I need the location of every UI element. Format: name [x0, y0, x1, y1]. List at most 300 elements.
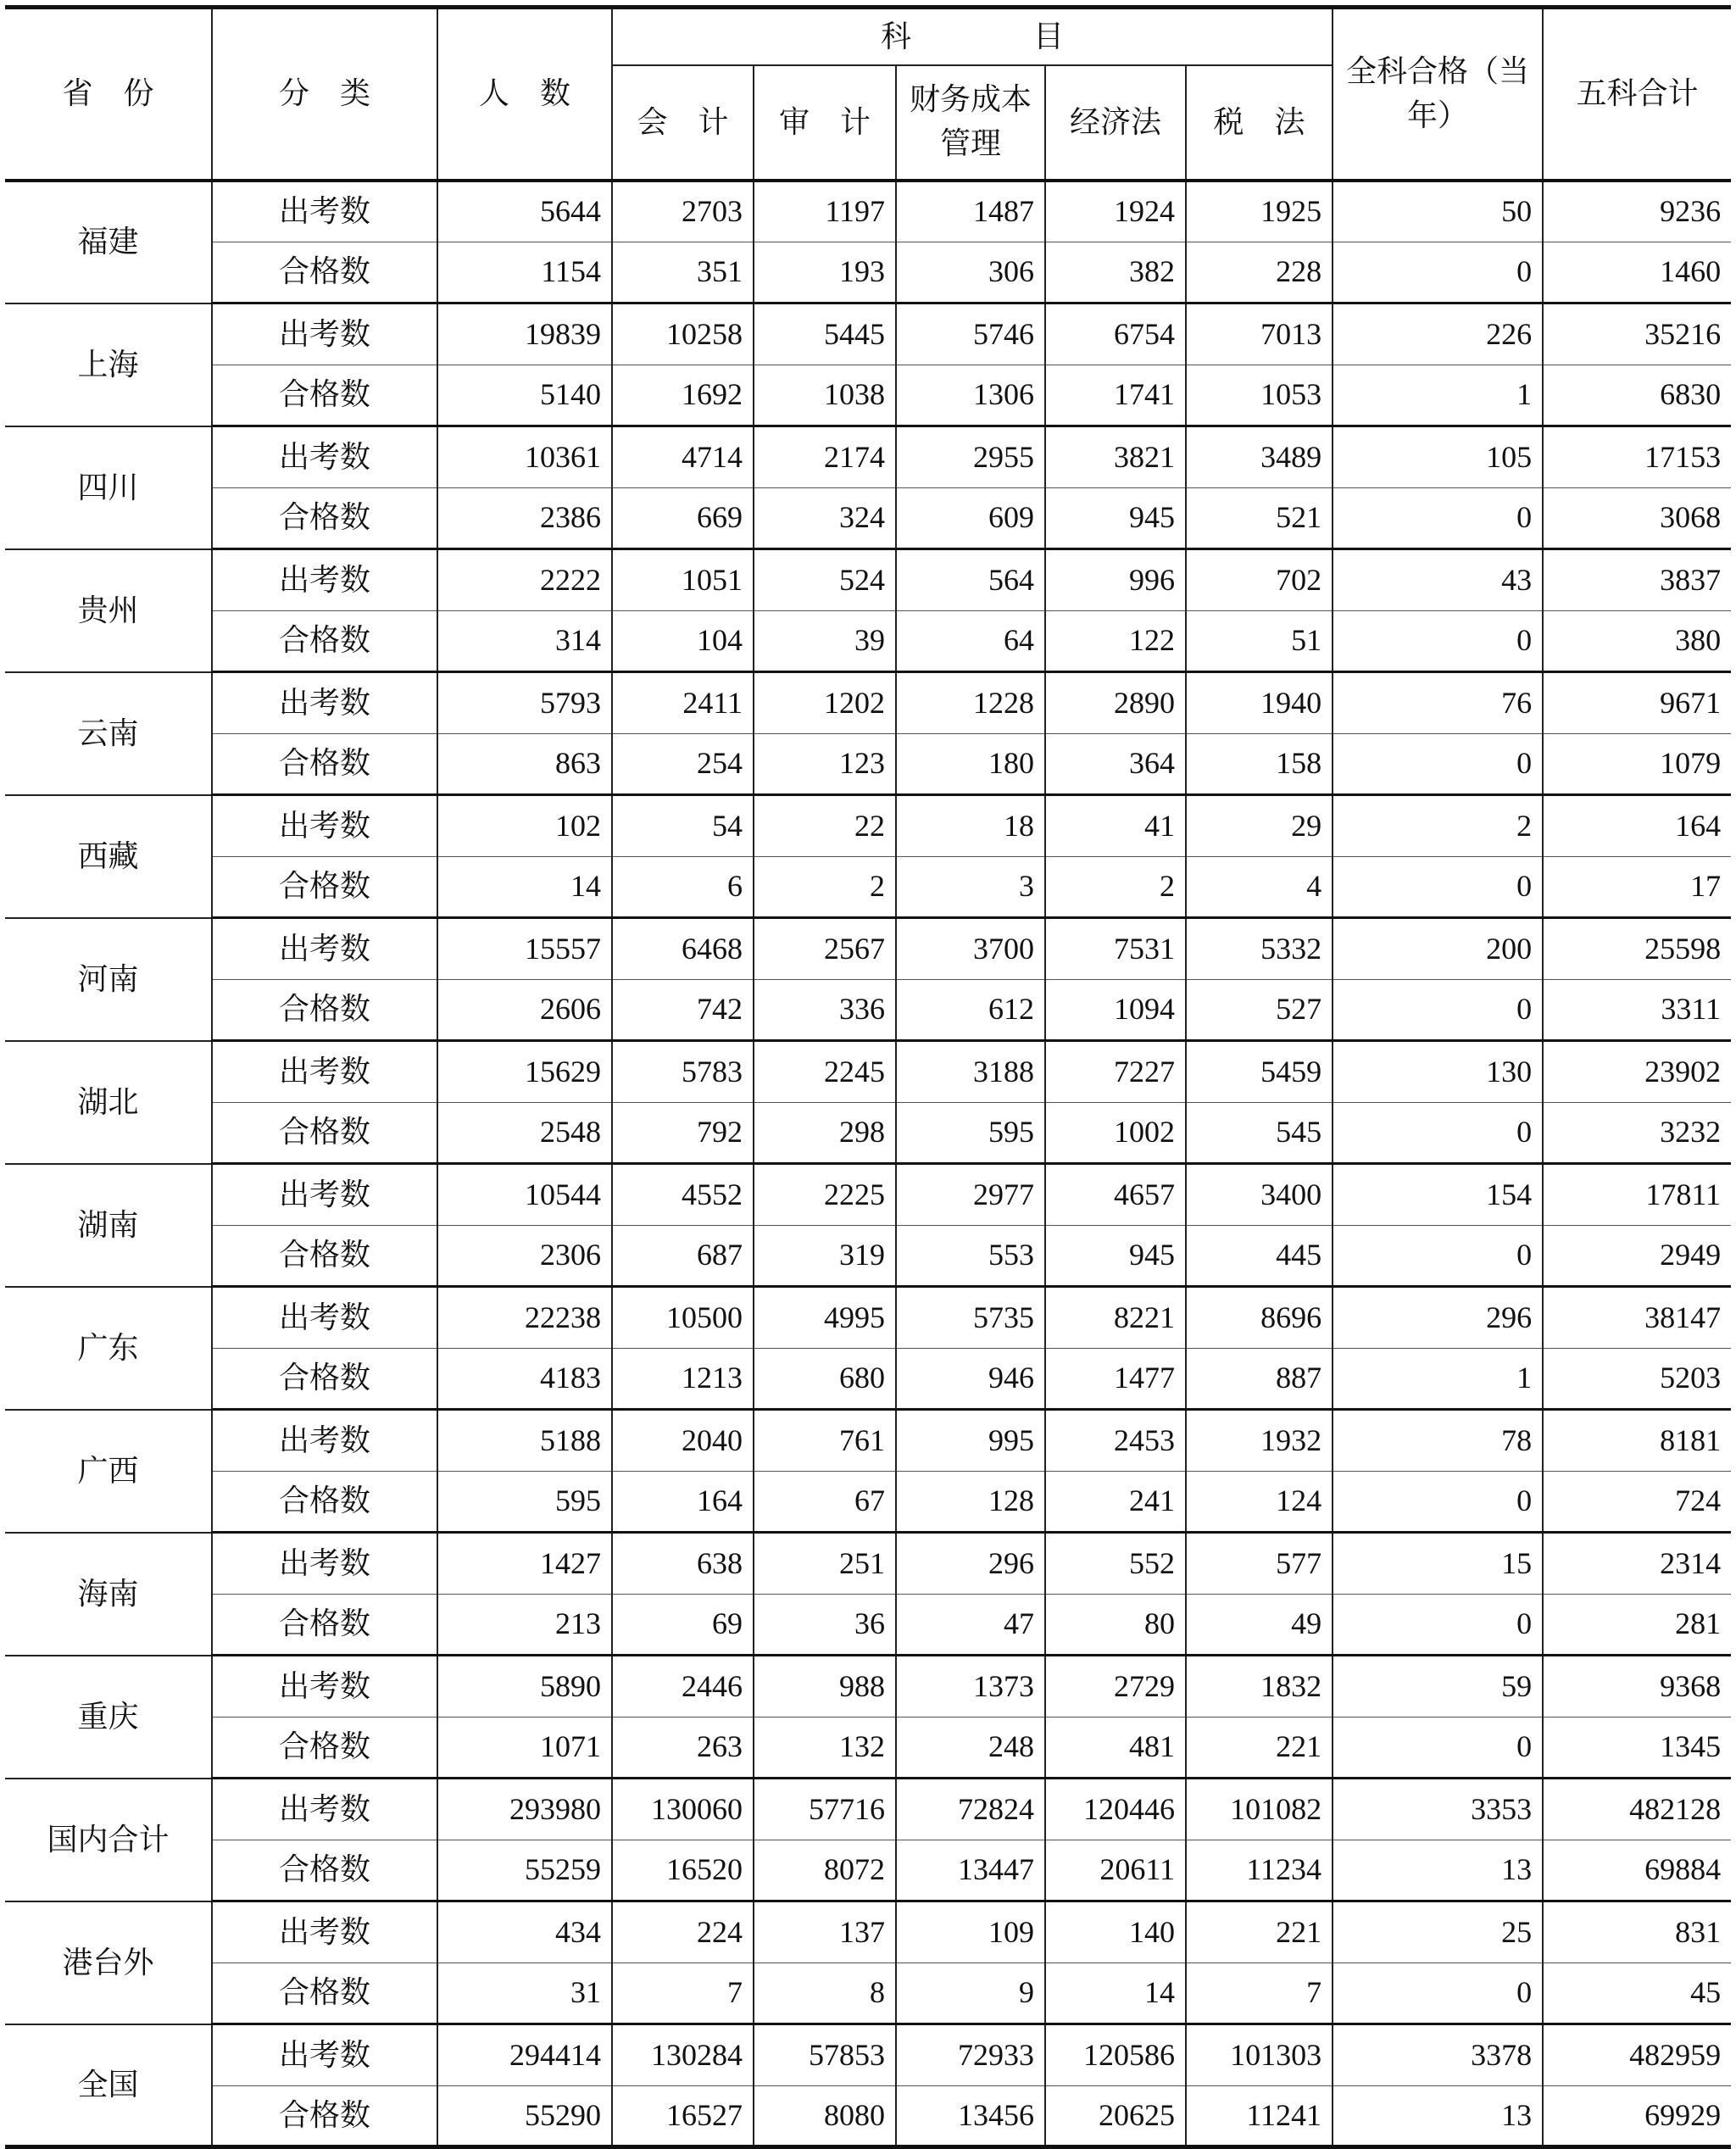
value-cell-economic-law: 1002: [1045, 1102, 1186, 1164]
value-cell-people: 1427: [437, 1533, 612, 1595]
value-cell-tax-law: 101303: [1186, 2024, 1333, 2086]
value-cell-all-pass: 50: [1333, 181, 1543, 242]
value-cell-all-pass: 0: [1333, 1962, 1543, 2024]
value-cell-five-total: 6830: [1543, 365, 1731, 426]
table-row-pass: [5, 2085, 1731, 2147]
value-cell-financial-cost-management: 296: [896, 1533, 1045, 1595]
category-cell-pass: 合格数: [212, 1962, 437, 2024]
category-cell-pass: 合格数: [212, 487, 437, 549]
value-cell-people: 15629: [437, 1041, 612, 1103]
category-cell-exam: 出考数: [212, 1533, 437, 1595]
value-cell-people: 5644: [437, 181, 612, 242]
value-cell-people: 55259: [437, 1840, 612, 1901]
value-cell-economic-law: 7227: [1045, 1041, 1186, 1103]
value-cell-all-pass: 0: [1333, 733, 1543, 795]
province-cell: 港台外: [5, 1901, 212, 2024]
value-cell-economic-law: 945: [1045, 1225, 1186, 1287]
value-cell-people: 2548: [437, 1102, 612, 1164]
value-cell-audit: 4995: [754, 1287, 896, 1349]
value-cell-five-total: 380: [1543, 610, 1731, 672]
value-cell-five-total: 164: [1543, 795, 1731, 857]
value-cell-accounting: 104: [612, 610, 754, 672]
value-cell-audit: 1197: [754, 181, 896, 242]
value-cell-five-total: 17: [1543, 856, 1731, 918]
value-cell-financial-cost-management: 609: [896, 487, 1045, 549]
value-cell-five-total: 281: [1543, 1594, 1731, 1656]
value-cell-audit: 324: [754, 487, 896, 549]
value-cell-people: 102: [437, 795, 612, 857]
table-row-pass: [5, 1471, 1731, 1533]
value-cell-five-total: 25598: [1543, 918, 1731, 980]
value-cell-tax-law: 11234: [1186, 1840, 1333, 1901]
value-cell-tax-law: 445: [1186, 1225, 1333, 1287]
value-cell-accounting: 16520: [612, 1840, 754, 1901]
category-cell-exam: 出考数: [212, 1901, 437, 1963]
value-cell-economic-law: 996: [1045, 549, 1186, 611]
table-row-exam: [5, 1656, 1731, 1718]
category-cell-pass: 合格数: [212, 1471, 437, 1533]
value-cell-all-pass: 1: [1333, 1348, 1543, 1410]
value-cell-people: 5793: [437, 672, 612, 734]
category-cell-pass: 合格数: [212, 2085, 437, 2147]
value-cell-financial-cost-management: 3188: [896, 1041, 1045, 1103]
value-cell-audit: 67: [754, 1471, 896, 1533]
value-cell-people: 10361: [437, 426, 612, 488]
value-cell-accounting: 6: [612, 856, 754, 918]
value-cell-all-pass: 105: [1333, 426, 1543, 488]
category-cell-pass: 合格数: [212, 1102, 437, 1164]
value-cell-financial-cost-management: 1487: [896, 181, 1045, 242]
header-subject-financial-cost-management: 财务成本管理: [896, 65, 1045, 181]
value-cell-all-pass: 0: [1333, 610, 1543, 672]
value-cell-audit: 988: [754, 1656, 896, 1718]
value-cell-five-total: 17153: [1543, 426, 1731, 488]
value-cell-tax-law: 158: [1186, 733, 1333, 795]
value-cell-economic-law: 2729: [1045, 1656, 1186, 1718]
province-cell: 湖北: [5, 1041, 212, 1164]
table-row-exam: [5, 2024, 1731, 2086]
category-cell-pass: 合格数: [212, 610, 437, 672]
category-cell-exam: 出考数: [212, 672, 437, 734]
value-cell-all-pass: 59: [1333, 1656, 1543, 1718]
value-cell-financial-cost-management: 1373: [896, 1656, 1045, 1718]
value-cell-economic-law: 6754: [1045, 303, 1186, 365]
value-cell-audit: 57716: [754, 1779, 896, 1840]
value-cell-financial-cost-management: 13447: [896, 1840, 1045, 1901]
value-cell-all-pass: 0: [1333, 1594, 1543, 1656]
value-cell-all-pass: 13: [1333, 1840, 1543, 1901]
value-cell-all-pass: 13: [1333, 2085, 1543, 2147]
header-five-total: 五科合计: [1543, 8, 1731, 181]
category-cell-exam: 出考数: [212, 1656, 437, 1718]
table-row-exam: [5, 795, 1731, 857]
table-row-exam: [5, 181, 1731, 242]
table-row-pass: [5, 242, 1731, 303]
value-cell-economic-law: 2890: [1045, 672, 1186, 734]
value-cell-all-pass: 43: [1333, 549, 1543, 611]
value-cell-financial-cost-management: 47: [896, 1594, 1045, 1656]
category-cell-pass: 合格数: [212, 1717, 437, 1779]
value-cell-audit: 319: [754, 1225, 896, 1287]
value-cell-people: 2606: [437, 979, 612, 1041]
value-cell-all-pass: 1: [1333, 365, 1543, 426]
table-row-pass: [5, 1717, 1731, 1779]
value-cell-economic-law: 14: [1045, 1962, 1186, 2024]
value-cell-economic-law: 2: [1045, 856, 1186, 918]
table-row-exam: [5, 1410, 1731, 1472]
value-cell-tax-law: 221: [1186, 1717, 1333, 1779]
value-cell-five-total: 69929: [1543, 2085, 1731, 2147]
value-cell-audit: 193: [754, 242, 896, 303]
category-cell-pass: 合格数: [212, 856, 437, 918]
value-cell-economic-law: 2453: [1045, 1410, 1186, 1472]
value-cell-tax-law: 8696: [1186, 1287, 1333, 1349]
value-cell-audit: 1202: [754, 672, 896, 734]
value-cell-audit: 123: [754, 733, 896, 795]
value-cell-five-total: 17811: [1543, 1164, 1731, 1226]
value-cell-people: 314: [437, 610, 612, 672]
value-cell-financial-cost-management: 553: [896, 1225, 1045, 1287]
table-row-pass: [5, 365, 1731, 426]
value-cell-economic-law: 481: [1045, 1717, 1186, 1779]
value-cell-accounting: 1213: [612, 1348, 754, 1410]
value-cell-financial-cost-management: 180: [896, 733, 1045, 795]
value-cell-tax-law: 527: [1186, 979, 1333, 1041]
value-cell-tax-law: 1925: [1186, 181, 1333, 242]
category-cell-exam: 出考数: [212, 1287, 437, 1349]
header-subject-audit: 审 计: [754, 65, 896, 181]
table-row-pass: [5, 1962, 1731, 2024]
table-row-exam: [5, 303, 1731, 365]
value-cell-audit: 2567: [754, 918, 896, 980]
category-cell-pass: 合格数: [212, 979, 437, 1041]
province-cell: 上海: [5, 303, 212, 426]
table-row-pass: [5, 1348, 1731, 1410]
table-row-exam: [5, 426, 1731, 488]
value-cell-accounting: 54: [612, 795, 754, 857]
value-cell-audit: 5445: [754, 303, 896, 365]
table-row-pass: [5, 1840, 1731, 1901]
value-cell-people: 1071: [437, 1717, 612, 1779]
value-cell-people: 863: [437, 733, 612, 795]
value-cell-all-pass: 2: [1333, 795, 1543, 857]
table-row-exam: [5, 1533, 1731, 1595]
value-cell-tax-law: 1932: [1186, 1410, 1333, 1472]
value-cell-economic-law: 1741: [1045, 365, 1186, 426]
value-cell-financial-cost-management: 18: [896, 795, 1045, 857]
value-cell-financial-cost-management: 2977: [896, 1164, 1045, 1226]
province-cell: 湖南: [5, 1164, 212, 1287]
province-cell: 贵州: [5, 549, 212, 672]
header-people: 人 数: [437, 8, 612, 181]
value-cell-all-pass: 0: [1333, 1225, 1543, 1287]
value-cell-audit: 251: [754, 1533, 896, 1595]
value-cell-all-pass: 15: [1333, 1533, 1543, 1595]
value-cell-five-total: 9368: [1543, 1656, 1731, 1718]
province-cell: 广西: [5, 1410, 212, 1533]
value-cell-five-total: 69884: [1543, 1840, 1731, 1901]
category-cell-pass: 合格数: [212, 1840, 437, 1901]
value-cell-five-total: 45: [1543, 1962, 1731, 2024]
category-cell-exam: 出考数: [212, 303, 437, 365]
value-cell-tax-law: 3489: [1186, 426, 1333, 488]
value-cell-audit: 1038: [754, 365, 896, 426]
table-row-exam: [5, 1164, 1731, 1226]
value-cell-accounting: 224: [612, 1901, 754, 1963]
table-header: [5, 8, 1731, 181]
value-cell-economic-law: 120446: [1045, 1779, 1186, 1840]
value-cell-tax-law: 521: [1186, 487, 1333, 549]
value-cell-economic-law: 382: [1045, 242, 1186, 303]
table-row-pass: [5, 733, 1731, 795]
value-cell-all-pass: 0: [1333, 1102, 1543, 1164]
value-cell-people: 4183: [437, 1348, 612, 1410]
category-cell-exam: 出考数: [212, 795, 437, 857]
value-cell-tax-law: 545: [1186, 1102, 1333, 1164]
value-cell-tax-law: 101082: [1186, 1779, 1333, 1840]
province-cell: 全国: [5, 2024, 212, 2147]
province-cell: 河南: [5, 918, 212, 1041]
value-cell-economic-law: 8221: [1045, 1287, 1186, 1349]
province-cell: 广东: [5, 1287, 212, 1410]
value-cell-all-pass: 3378: [1333, 2024, 1543, 2086]
value-cell-audit: 22: [754, 795, 896, 857]
table-row-exam: [5, 918, 1731, 980]
value-cell-all-pass: 0: [1333, 979, 1543, 1041]
value-cell-people: 1154: [437, 242, 612, 303]
header-subject-tax-law: 税 法: [1186, 65, 1333, 181]
table-row-pass: [5, 1594, 1731, 1656]
value-cell-economic-law: 1094: [1045, 979, 1186, 1041]
category-cell-exam: 出考数: [212, 1164, 437, 1226]
category-cell-exam: 出考数: [212, 1410, 437, 1472]
value-cell-accounting: 638: [612, 1533, 754, 1595]
category-cell-pass: 合格数: [212, 365, 437, 426]
value-cell-financial-cost-management: 946: [896, 1348, 1045, 1410]
table-row-exam: [5, 672, 1731, 734]
value-cell-financial-cost-management: 72824: [896, 1779, 1045, 1840]
value-cell-five-total: 35216: [1543, 303, 1731, 365]
value-cell-financial-cost-management: 5735: [896, 1287, 1045, 1349]
value-cell-accounting: 1051: [612, 549, 754, 611]
value-cell-people: 5890: [437, 1656, 612, 1718]
value-cell-financial-cost-management: 109: [896, 1901, 1045, 1963]
value-cell-economic-law: 20625: [1045, 2085, 1186, 2147]
value-cell-financial-cost-management: 3700: [896, 918, 1045, 980]
table-row-exam: [5, 1779, 1731, 1840]
category-cell-exam: 出考数: [212, 1041, 437, 1103]
value-cell-accounting: 254: [612, 733, 754, 795]
value-cell-economic-law: 120586: [1045, 2024, 1186, 2086]
category-cell-pass: 合格数: [212, 242, 437, 303]
value-cell-people: 293980: [437, 1779, 612, 1840]
category-cell-pass: 合格数: [212, 1594, 437, 1656]
value-cell-accounting: 669: [612, 487, 754, 549]
value-cell-people: 10544: [437, 1164, 612, 1226]
value-cell-tax-law: 887: [1186, 1348, 1333, 1410]
value-cell-people: 2222: [437, 549, 612, 611]
table-row-pass: [5, 979, 1731, 1041]
value-cell-people: 2306: [437, 1225, 612, 1287]
value-cell-audit: 2: [754, 856, 896, 918]
value-cell-people: 213: [437, 1594, 612, 1656]
value-cell-five-total: 9671: [1543, 672, 1731, 734]
header-category: 分 类: [212, 8, 437, 181]
value-cell-five-total: 8181: [1543, 1410, 1731, 1472]
header-subjects-group: 科 目: [612, 8, 1333, 65]
value-cell-five-total: 831: [1543, 1901, 1731, 1963]
value-cell-people: 2386: [437, 487, 612, 549]
header-province: 省 份: [5, 8, 212, 181]
value-cell-people: 434: [437, 1901, 612, 1963]
value-cell-accounting: 130284: [612, 2024, 754, 2086]
value-cell-accounting: 69: [612, 1594, 754, 1656]
value-cell-economic-law: 1924: [1045, 181, 1186, 242]
value-cell-economic-law: 7531: [1045, 918, 1186, 980]
value-cell-five-total: 38147: [1543, 1287, 1731, 1349]
value-cell-economic-law: 552: [1045, 1533, 1186, 1595]
value-cell-audit: 39: [754, 610, 896, 672]
value-cell-audit: 57853: [754, 2024, 896, 2086]
value-cell-financial-cost-management: 1306: [896, 365, 1045, 426]
value-cell-economic-law: 3821: [1045, 426, 1186, 488]
header-all-pass: 全科合格（当年）: [1333, 8, 1543, 181]
value-cell-economic-law: 364: [1045, 733, 1186, 795]
value-cell-accounting: 2703: [612, 181, 754, 242]
value-cell-tax-law: 228: [1186, 242, 1333, 303]
category-cell-exam: 出考数: [212, 426, 437, 488]
value-cell-financial-cost-management: 248: [896, 1717, 1045, 1779]
value-cell-five-total: 23902: [1543, 1041, 1731, 1103]
value-cell-accounting: 7: [612, 1962, 754, 2024]
value-cell-people: 14: [437, 856, 612, 918]
value-cell-five-total: 1345: [1543, 1717, 1731, 1779]
value-cell-audit: 8072: [754, 1840, 896, 1901]
value-cell-all-pass: 0: [1333, 487, 1543, 549]
table-row-exam: [5, 1287, 1731, 1349]
value-cell-people: 294414: [437, 2024, 612, 2086]
value-cell-people: 5140: [437, 365, 612, 426]
value-cell-economic-law: 4657: [1045, 1164, 1186, 1226]
value-cell-five-total: 3232: [1543, 1102, 1731, 1164]
value-cell-tax-law: 4: [1186, 856, 1333, 918]
value-cell-audit: 8: [754, 1962, 896, 2024]
value-cell-audit: 761: [754, 1410, 896, 1472]
value-cell-financial-cost-management: 5746: [896, 303, 1045, 365]
category-cell-exam: 出考数: [212, 549, 437, 611]
value-cell-audit: 298: [754, 1102, 896, 1164]
value-cell-tax-law: 49: [1186, 1594, 1333, 1656]
value-cell-audit: 132: [754, 1717, 896, 1779]
value-cell-economic-law: 20611: [1045, 1840, 1186, 1901]
value-cell-tax-law: 11241: [1186, 2085, 1333, 2147]
value-cell-people: 595: [437, 1471, 612, 1533]
value-cell-financial-cost-management: 1228: [896, 672, 1045, 734]
value-cell-people: 15557: [437, 918, 612, 980]
value-cell-five-total: 482128: [1543, 1779, 1731, 1840]
value-cell-all-pass: 200: [1333, 918, 1543, 980]
value-cell-people: 22238: [437, 1287, 612, 1349]
value-cell-five-total: 3837: [1543, 549, 1731, 611]
value-cell-accounting: 4552: [612, 1164, 754, 1226]
value-cell-accounting: 16527: [612, 2085, 754, 2147]
table-row-pass: [5, 1102, 1731, 1164]
value-cell-accounting: 2040: [612, 1410, 754, 1472]
category-cell-exam: 出考数: [212, 181, 437, 242]
value-cell-audit: 2245: [754, 1041, 896, 1103]
value-cell-people: 5188: [437, 1410, 612, 1472]
value-cell-tax-law: 1940: [1186, 672, 1333, 734]
category-cell-pass: 合格数: [212, 1225, 437, 1287]
value-cell-financial-cost-management: 3: [896, 856, 1045, 918]
value-cell-people: 19839: [437, 303, 612, 365]
value-cell-all-pass: 25: [1333, 1901, 1543, 1963]
table-row-pass: [5, 487, 1731, 549]
province-cell: 国内合计: [5, 1779, 212, 1901]
category-cell-pass: 合格数: [212, 1348, 437, 1410]
exam-statistics-table: [5, 5, 1731, 2149]
value-cell-accounting: 792: [612, 1102, 754, 1164]
value-cell-people: 31: [437, 1962, 612, 2024]
category-cell-exam: 出考数: [212, 1779, 437, 1840]
table-row-pass: [5, 610, 1731, 672]
value-cell-five-total: 9236: [1543, 181, 1731, 242]
value-cell-five-total: 3311: [1543, 979, 1731, 1041]
table-row-pass: [5, 1225, 1731, 1287]
value-cell-audit: 336: [754, 979, 896, 1041]
value-cell-tax-law: 7013: [1186, 303, 1333, 365]
value-cell-all-pass: 0: [1333, 242, 1543, 303]
value-cell-accounting: 263: [612, 1717, 754, 1779]
province-cell: 西藏: [5, 795, 212, 918]
value-cell-audit: 2225: [754, 1164, 896, 1226]
value-cell-all-pass: 78: [1333, 1410, 1543, 1472]
value-cell-economic-law: 241: [1045, 1471, 1186, 1533]
province-cell: 海南: [5, 1533, 212, 1656]
value-cell-tax-law: 29: [1186, 795, 1333, 857]
value-cell-accounting: 4714: [612, 426, 754, 488]
value-cell-economic-law: 140: [1045, 1901, 1186, 1963]
value-cell-five-total: 2949: [1543, 1225, 1731, 1287]
value-cell-tax-law: 221: [1186, 1901, 1333, 1963]
value-cell-audit: 524: [754, 549, 896, 611]
value-cell-all-pass: 154: [1333, 1164, 1543, 1226]
value-cell-tax-law: 702: [1186, 549, 1333, 611]
value-cell-tax-law: 7: [1186, 1962, 1333, 2024]
value-cell-accounting: 351: [612, 242, 754, 303]
province-cell: 重庆: [5, 1656, 212, 1779]
value-cell-five-total: 3068: [1543, 487, 1731, 549]
value-cell-financial-cost-management: 595: [896, 1102, 1045, 1164]
value-cell-tax-law: 3400: [1186, 1164, 1333, 1226]
value-cell-five-total: 482959: [1543, 2024, 1731, 2086]
value-cell-economic-law: 80: [1045, 1594, 1186, 1656]
value-cell-financial-cost-management: 995: [896, 1410, 1045, 1472]
value-cell-audit: 137: [754, 1901, 896, 1963]
value-cell-five-total: 724: [1543, 1471, 1731, 1533]
value-cell-five-total: 2314: [1543, 1533, 1731, 1595]
statistics-table-container: [5, 5, 1731, 2141]
value-cell-accounting: 10258: [612, 303, 754, 365]
value-cell-accounting: 687: [612, 1225, 754, 1287]
category-cell-pass: 合格数: [212, 733, 437, 795]
table-body: [5, 181, 1731, 2147]
value-cell-accounting: 10500: [612, 1287, 754, 1349]
value-cell-economic-law: 945: [1045, 487, 1186, 549]
value-cell-tax-law: 1053: [1186, 365, 1333, 426]
value-cell-tax-law: 51: [1186, 610, 1333, 672]
value-cell-audit: 36: [754, 1594, 896, 1656]
